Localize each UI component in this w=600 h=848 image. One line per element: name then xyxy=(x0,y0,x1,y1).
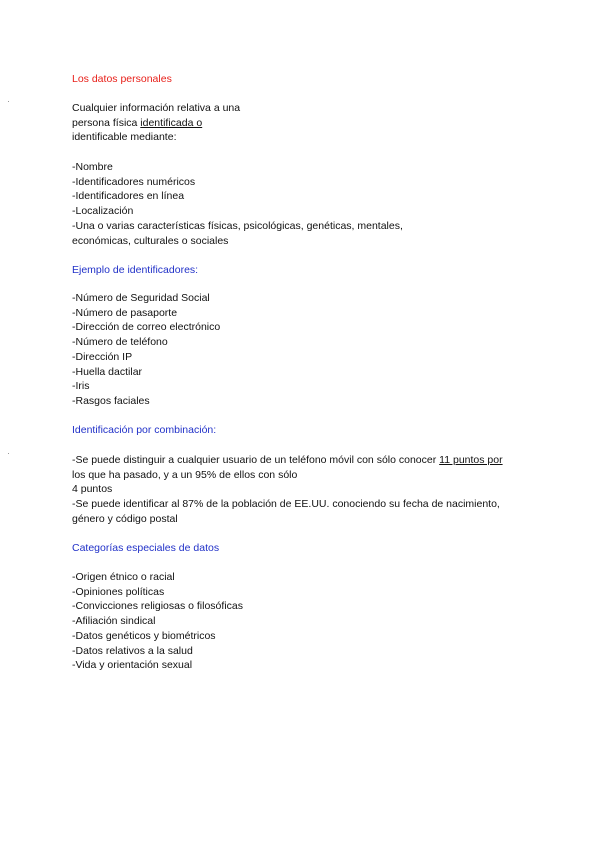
list-item: -Localización xyxy=(72,205,134,218)
list-item: -Número de teléfono xyxy=(72,336,168,349)
list-item: -Número de pasaporte xyxy=(72,306,178,319)
list-item: -Una o varias características físicas, psicológicas, genéticas, mentales, xyxy=(72,219,403,232)
list-item: -Dirección IP xyxy=(72,350,133,363)
list-item: -Rasgos faciales xyxy=(72,394,150,407)
list-item: -Dirección de correo electrónico xyxy=(72,321,221,334)
identifiers-list xyxy=(72,291,220,409)
combination-line: 4 puntos xyxy=(72,483,113,496)
list-item: -Iris xyxy=(72,380,90,393)
list-item: -Opiniones políticas xyxy=(72,585,165,598)
definition-line: persona física identificada o xyxy=(72,116,203,129)
margin-mark xyxy=(8,101,9,102)
combination-line: género y código postal xyxy=(72,512,178,525)
list-item: -Número de Seguridad Social xyxy=(72,292,210,304)
underlined-text: identificada o xyxy=(140,116,203,129)
list-item: -Afiliación sindical xyxy=(72,615,156,628)
list-item: -Identificadores numéricos xyxy=(72,175,196,188)
definition-paragraph xyxy=(72,101,240,145)
heading-combination: Identificación por combinación: xyxy=(72,424,217,436)
combination-line: -Se puede distinguir a cualquier usuario de un teléfono móvil con sólo conocer 11 puntos por xyxy=(72,454,503,466)
combination-paragraph xyxy=(72,453,503,527)
list-item: -Datos genéticos y biométricos xyxy=(72,629,216,642)
heading-special-categories: Categorías especiales de datos xyxy=(72,542,220,554)
heading-examples: Ejemplo de identificadores: xyxy=(72,264,199,276)
combination-line: -Se puede identificar al 87% de la población de EE.UU. conociendo su fecha de nacimiento, xyxy=(72,498,500,511)
list-item: -Nombre xyxy=(72,161,113,173)
heading-personal-data: Los datos personales xyxy=(72,73,172,85)
list-item: -Convicciones religiosas o filosóficas xyxy=(72,600,243,613)
list-item: -Identificadores en línea xyxy=(72,190,185,203)
list-item: -Vida y orientación sexual xyxy=(72,659,193,672)
list-item: -Huella dactilar xyxy=(72,365,143,378)
combination-line: los que ha pasado, y a un 95% de ellos con sólo xyxy=(72,468,298,481)
personal-data-list xyxy=(72,160,403,248)
list-item: económicas, culturales o sociales xyxy=(72,234,229,247)
underlined-text: 11 puntos por xyxy=(439,454,503,466)
list-item: -Origen étnico o racial xyxy=(72,571,175,583)
margin-mark xyxy=(8,453,9,454)
special-categories-list xyxy=(72,570,243,673)
list-item: -Datos relativos a la salud xyxy=(72,644,193,657)
definition-line: Cualquier información relativa a una xyxy=(72,102,241,114)
definition-line: identificable mediante: xyxy=(72,131,177,144)
